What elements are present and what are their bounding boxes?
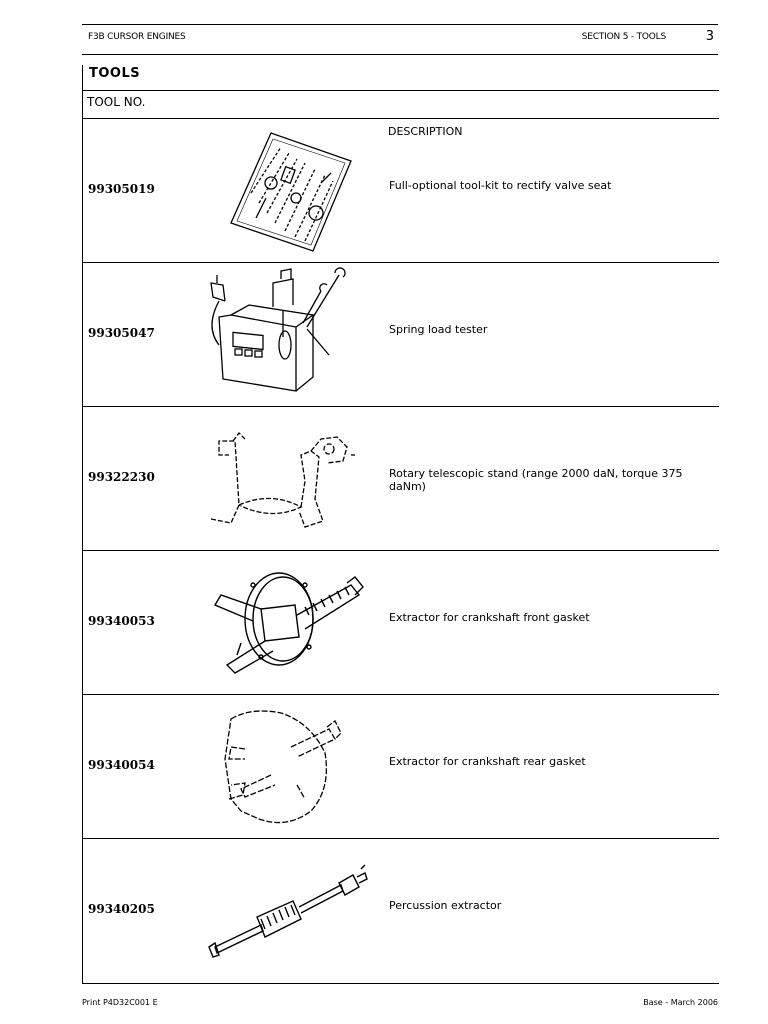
tool-number: 99340054 — [88, 758, 155, 772]
tool-number: 99305019 — [88, 182, 155, 196]
valve-seat-toolkit-illustration — [201, 123, 381, 257]
rotary-stand-illustration — [201, 411, 381, 545]
tool-description: Extractor for crankshaft rear gasket — [389, 755, 586, 768]
rear-gasket-extractor-illustration — [201, 699, 381, 833]
table-row — [83, 118, 719, 263]
tool-description: Spring load tester — [389, 323, 488, 336]
tools-table — [82, 65, 719, 984]
column-header-tool-no: TOOL NO. — [87, 95, 146, 109]
column-header-description: DESCRIPTION — [388, 125, 463, 138]
title-divider — [83, 90, 719, 91]
tool-number: 99340205 — [88, 902, 155, 916]
tool-description: Extractor for crankshaft front gasket — [389, 611, 590, 624]
tool-number: 99322230 — [88, 470, 155, 484]
table-row — [83, 550, 719, 695]
table-row — [83, 694, 719, 839]
footer-edition: Base - March 2006 — [643, 998, 718, 1007]
page-header — [82, 24, 718, 55]
tool-number: 99340053 — [88, 614, 155, 628]
spring-load-tester-illustration — [201, 267, 381, 401]
header-manual-title: F3B CURSOR ENGINES — [88, 32, 186, 42]
table-row — [83, 262, 719, 407]
tool-description: Full-optional tool-kit to rectify valve seat — [389, 179, 612, 192]
table-row — [83, 406, 719, 551]
front-gasket-extractor-illustration — [201, 555, 381, 689]
page-number: 3 — [705, 29, 714, 44]
tool-description: Rotary telescopic stand (range 2000 daN, torque 375 daNm) — [389, 467, 683, 493]
table-row — [83, 838, 719, 983]
table-title: TOOLS — [89, 66, 141, 81]
tool-number: 99305047 — [88, 326, 155, 340]
percussion-extractor-illustration — [201, 843, 381, 977]
tool-description: Percussion extractor — [389, 899, 502, 912]
footer-print-code: Print P4D32C001 E — [82, 998, 158, 1007]
header-section: SECTION 5 - TOOLS — [581, 32, 666, 42]
